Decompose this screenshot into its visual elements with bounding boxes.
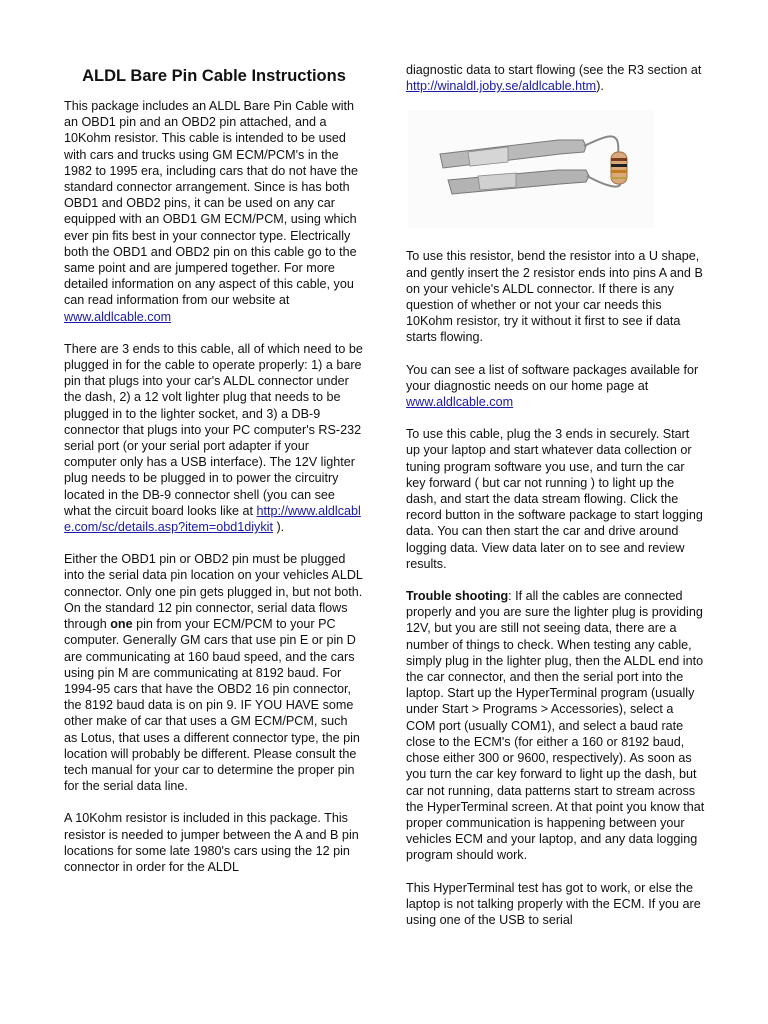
resistor-pins-illustration	[408, 110, 654, 228]
intro-text: This package includes an ALDL Bare Pin Cable with an OBD1 pin and an OBD2 pin attached, and a 10Kohm resistor. This cable is intended to be used with cars and trucks using GM ECM/PCM's in the 1982 to 1995 era, including cars that do not have the standard connector arrangement. Since is has both OBD1 and OBD2 pins, it can be used on any car equipped with an OBD1 GM ECM/PCM, using which ever pin fits best in your connector type. Electrically both the OBD1 and OBD2 pin on this cable go to the same point and are jumpered together. For more detailed information on any aspect of this cable, you can read information from our website at	[64, 99, 359, 308]
troubleshooting-text: : If all the cables are connected properly and you are sure the lighter plug is providing 12V, but you are still not seeing data, there are a number of things to check. When testing any cable, simply plug in the lighter plug, then the ALDL end into the car connector, and then the serial port into the laptop. Start up the HyperTerminal program (usually under Start > Programs > Accessories), select a COM port (usually COM1), and select a baud rate close to the ECM's (for either a 160 or 8192 baud, chose either 300 or 9600, respectively). As soon as you turn the car key forward to light up the dash, but car not running, data patterns start to stream across the HyperTerminal screen. At that point you know that proper communication is happening between your vehicles ECM and your laptop, and any data logging program should work.	[406, 589, 705, 863]
intro-paragraph	[64, 98, 364, 325]
troubleshooting-paragraph	[406, 588, 706, 863]
usage-text: To use this cable, plug the 3 ends in securely. Start up your laptop and start whatever data collection or tuning program software you use, and turn the car key forward ( but car not running ) to light up the dash, and start the data stream flowing. Click the record button in the software package to start logging data. You can then start the car and drive around logging data. View data later on to see and review results.	[406, 427, 703, 571]
resistor-continued-paragraph	[406, 62, 706, 94]
bend-resistor-paragraph	[406, 248, 706, 345]
resistor-paragraph	[64, 810, 364, 875]
resistor-band-1	[611, 158, 627, 161]
resistor-photo	[408, 110, 654, 228]
troubleshooting-heading: Trouble shooting	[406, 589, 509, 604]
resistor-lead-upper	[584, 137, 618, 156]
cable-ends-after: ).	[272, 520, 285, 535]
resistor-text: A 10Kohm resistor is included in this package. This resistor is needed to jumper between the A and B pin locations for some late 1980's cars using the 12 pin connector in order for the ALDL	[64, 811, 359, 874]
resistor-continued-after: ).	[596, 79, 604, 94]
hyperterminal-paragraph	[406, 880, 706, 929]
software-paragraph	[406, 362, 706, 411]
resistor-body	[611, 152, 627, 184]
bend-resistor-text: To use this resistor, bend the resistor into a U shape, and gently insert the 2 resistor ends into pins A and B on your vehicle's ALDL connector. If there is any question of whether or not your car needs this 10Kohm resistor, try it without it first to see if data starts flowing.	[406, 249, 703, 345]
pin-crimp-lower	[478, 173, 516, 190]
pin-paragraph	[64, 551, 364, 794]
hyperterminal-text: This HyperTerminal test has got to work, or else the laptop is not talking properly with the ECM. If you are using one of the USB to serial	[406, 880, 701, 927]
winaldl-link[interactable]: http://winaldl.joby.se/aldlcable.htm	[406, 79, 597, 94]
usage-paragraph	[406, 426, 706, 572]
software-text: You can see a list of software packages available for your diagnostic needs on our home page at	[406, 362, 699, 393]
resistor-band-4	[611, 177, 627, 179]
website-link[interactable]: www.aldlcable.com	[64, 309, 172, 324]
cable-ends-text: There are 3 ends to this cable, all of which need to be plugged in for the cable to operate properly: 1) a bare pin that plugs into your car's ALDL connector under the dash, 2) a 12 volt lighter plug that needs to be plugged in to the lighter socket, and 3) a DB-9 connector that plugs into your PC computer's RS-232 serial port (or your serial port adapter if your computer only has a USB interface). The 12V lighter plug needs to be plugged in to power the circuitry located in the DB-9 connector shell (you can see what the circuit board looks like at	[64, 341, 363, 518]
pin-text-before: Either the OBD1 pin or OBD2 pin must be plugged into the serial data pin location on your vehicles ALDL connector. Only one pin gets plugged in, but not both. On the standard 12 pin connector, serial data flows through	[64, 552, 363, 632]
resistor-band-2	[611, 164, 627, 167]
pin-text-after: pin from your ECM/PCM to your PC computer. Generally GM cars that use pin E or pin D are communicating at 160 baud speed, and the cars using pin M are communicating at 8192 baud. For 1994-95 cars that have the OBD2 16 pin connector, the 8192 baud data is on pin 9. IF YOU HAVE some other make of car that uses a GM ECM/PCM, such as Lotus, that uses a different connector type, the pin location will probably be different. Please consult the tech manual for your car to determine the proper pin for the serial data line.	[64, 617, 360, 794]
pin-bold-word: one	[110, 617, 133, 632]
right-column	[406, 62, 706, 944]
cable-ends-paragraph	[64, 341, 364, 535]
resistor-band-3	[611, 170, 627, 173]
resistor-continued-text: diagnostic data to start flowing (see the R3 section at	[406, 63, 702, 77]
homepage-link[interactable]: www.aldlcable.com	[406, 395, 514, 410]
page-title: ALDL Bare Pin Cable Instructions	[82, 67, 346, 85]
diy-kit-link[interactable]: http://www.aldlcable.com/sc/details.asp?item=obd1diykit	[64, 503, 361, 535]
obd-pin-lower	[448, 170, 589, 194]
obd-pin-upper	[440, 140, 586, 168]
left-column	[64, 62, 364, 891]
